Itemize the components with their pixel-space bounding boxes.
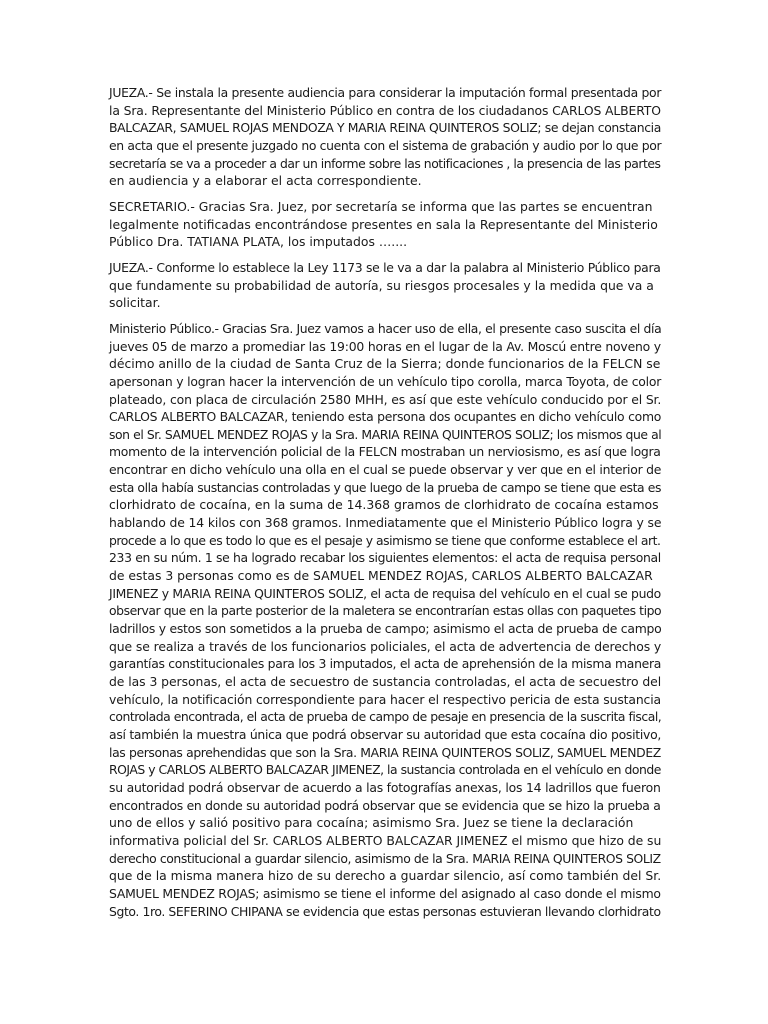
text-line: jueves 05 de marzo a promediar las 19:00 horas en el lugar de la Av. Moscú entre noveno y xyxy=(109,338,661,354)
text-line: secretaría se va a proceder a dar un informe sobre las notificaciones , la presencia de las partes xyxy=(109,155,661,171)
paragraph-secretario xyxy=(109,198,661,251)
text-line: uno de ellos y salió positivo para cocaína; asimismo Sra. Juez se tiene la declaración xyxy=(109,815,634,831)
text-line: clorhidrato de cocaína, en la suma de 14.368 gramos de clorhidrato de cocaína estamos xyxy=(109,497,659,513)
text-line: momento de la intervención policial de la FELCN mostraban un nerviosismo, es así que logra xyxy=(109,444,661,460)
text-line: apersonan y logran hacer la intervención de un vehículo tipo corolla, marca Toyota, de color xyxy=(109,373,662,389)
text-line: son el Sr. SAMUEL MENDEZ ROJAS y la Sra. MARIA REINA QUINTEROS SOLIZ; los mismos que al xyxy=(109,426,662,442)
text-line: procede a lo que es todo lo que es el pesaje y asimismo se tiene que conforme establece el art. xyxy=(109,532,661,548)
document-page xyxy=(109,84,661,928)
text-line: JUEZA.- Conforme lo establece la Ley 1173 se le va a dar la palabra al Ministerio Público para xyxy=(109,259,661,275)
text-line: derecho constitucional a guardar silencio, asimismo de la Sra. MARIA REINA QUINTEROS SOLIZ xyxy=(109,850,661,866)
text-line: de las 3 personas, el acta de secuestro de sustancia controladas, el acta de secuestro del xyxy=(109,674,662,689)
text-line: 233 en su núm. 1 se ha logrado recabar los siguientes elementos: el acta de requisa personal xyxy=(109,550,661,566)
text-line: garantías constitucionales para los 3 imputados, el acta de aprehensión de la misma manera xyxy=(109,656,662,672)
text-line: plateado, con placa de circulación 2580 MHH, es así que este vehículo conducido por el Sr. xyxy=(109,391,662,407)
text-line: su autoridad podrá observar de acuerdo a las fotografías anexas, los 14 ladrillos que fueron xyxy=(109,779,661,795)
text-line: JIMENEZ y MARIA REINA QUINTEROS SOLIZ, el acta de requisa del vehículo en el cual se pudo xyxy=(109,585,661,601)
text-line: que fundamente su probabilidad de autoría, su riesgos procesales y la medida que va a xyxy=(109,277,654,293)
paragraph-ministerio-publico xyxy=(109,320,661,920)
text-line: ROJAS y CARLOS ALBERTO BALCAZAR JIMENEZ, la sustancia controlada en el vehículo en donde xyxy=(109,762,661,778)
paragraph-jueza-ley xyxy=(109,259,661,312)
paragraph-jueza-opening xyxy=(109,84,661,190)
text-line: así también la muestra única que podrá observar su autoridad que esta cocaína dio positivo, xyxy=(109,726,662,742)
text-line: informativa policial del Sr. CARLOS ALBERTO BALCAZAR JIMENEZ el mismo que hizo de su xyxy=(109,832,662,848)
text-line: de estas 3 personas como es de SAMUEL MENDEZ ROJAS, CARLOS ALBERTO BALCAZAR xyxy=(109,568,653,584)
text-line: décimo anillo de la ciudad de Santa Cruz de la Sierra; donde funcionarios de la FELCN se xyxy=(109,356,661,372)
text-line: Público Dra. TATIANA PLATA, los imputados ….... xyxy=(109,234,408,250)
text-line: BALCAZAR, SAMUEL ROJAS MENDOZA Y MARIA REINA QUINTEROS SOLIZ; se dejan constancia xyxy=(109,120,661,136)
text-line: solicitar. xyxy=(109,295,161,311)
text-line: controlada encontrada, el acta de prueba de campo de pesaje en presencia de la suscrita fiscal, xyxy=(109,709,662,725)
text-line: que de la misma manera hizo de su derecho a guardar silencio, así como también del Sr. xyxy=(109,868,662,884)
text-line: esta olla había sustancias controladas y que luego de la prueba de campo se tiene que esta es xyxy=(109,479,662,495)
text-line: Ministerio Público.- Gracias Sra. Juez vamos a hacer uso de ella, el presente caso suscita el día xyxy=(109,320,662,336)
text-line: CARLOS ALBERTO BALCAZAR, teniendo esta persona dos ocupantes en dicho vehículo como xyxy=(109,409,662,425)
text-line: JUEZA.- Se instala la presente audiencia para considerar la imputación formal presentada por xyxy=(109,85,662,100)
text-line: la Sra. Representante del Ministerio Público en contra de los ciudadanos CARLOS ALBERTO xyxy=(109,102,661,118)
text-line: SECRETARIO.- Gracias Sra. Juez, por secretaría se informa que las partes se encuentran xyxy=(109,198,653,214)
text-line: las personas aprehendidas que son la Sra. MARIA REINA QUINTEROS SOLIZ, SAMUEL MENDEZ xyxy=(109,744,661,760)
text-line: observar que en la parte posterior de la maletera se encontrarían estas ollas con paquetes tipo xyxy=(109,603,662,619)
text-line: hablando de 14 kilos con 368 gramos. Inmediatamente que el Ministerio Público logra y se xyxy=(109,515,662,531)
text-line: legalmente notificadas encontrándose presentes en sala la Representante del Ministerio xyxy=(109,216,658,232)
text-line: en acta que el presente juzgado no cuenta con el sistema de grabación y audio por lo que por xyxy=(109,137,662,153)
text-line: encontrar en dicho vehículo una olla en el cual se puede observar y ver que en el interior de xyxy=(109,462,662,478)
text-line: ladrillos y estos son sometidos a la prueba de campo; asimismo el acta de prueba de campo xyxy=(109,621,662,637)
text-line: que se realiza a través de los funcionarios policiales, el acta de advertencia de derechos y xyxy=(109,638,662,654)
text-line: Sgto. 1ro. SEFERINO CHIPANA se evidencia que estas personas estuvieran llevando clorhidrato xyxy=(109,903,661,919)
text-line: en audiencia y a elaborar el acta correspondiente. xyxy=(109,173,422,189)
text-line: vehículo, la notificación correspondiente para hacer el respectivo pericia de esta sustancia xyxy=(109,691,662,707)
text-line: encontrados en donde su autoridad podrá observar que se evidencia que se hizo la prueba a xyxy=(109,797,661,813)
text-line: SAMUEL MENDEZ ROJAS; asimismo se tiene el informe del asignado al caso donde el mismo xyxy=(109,885,661,901)
